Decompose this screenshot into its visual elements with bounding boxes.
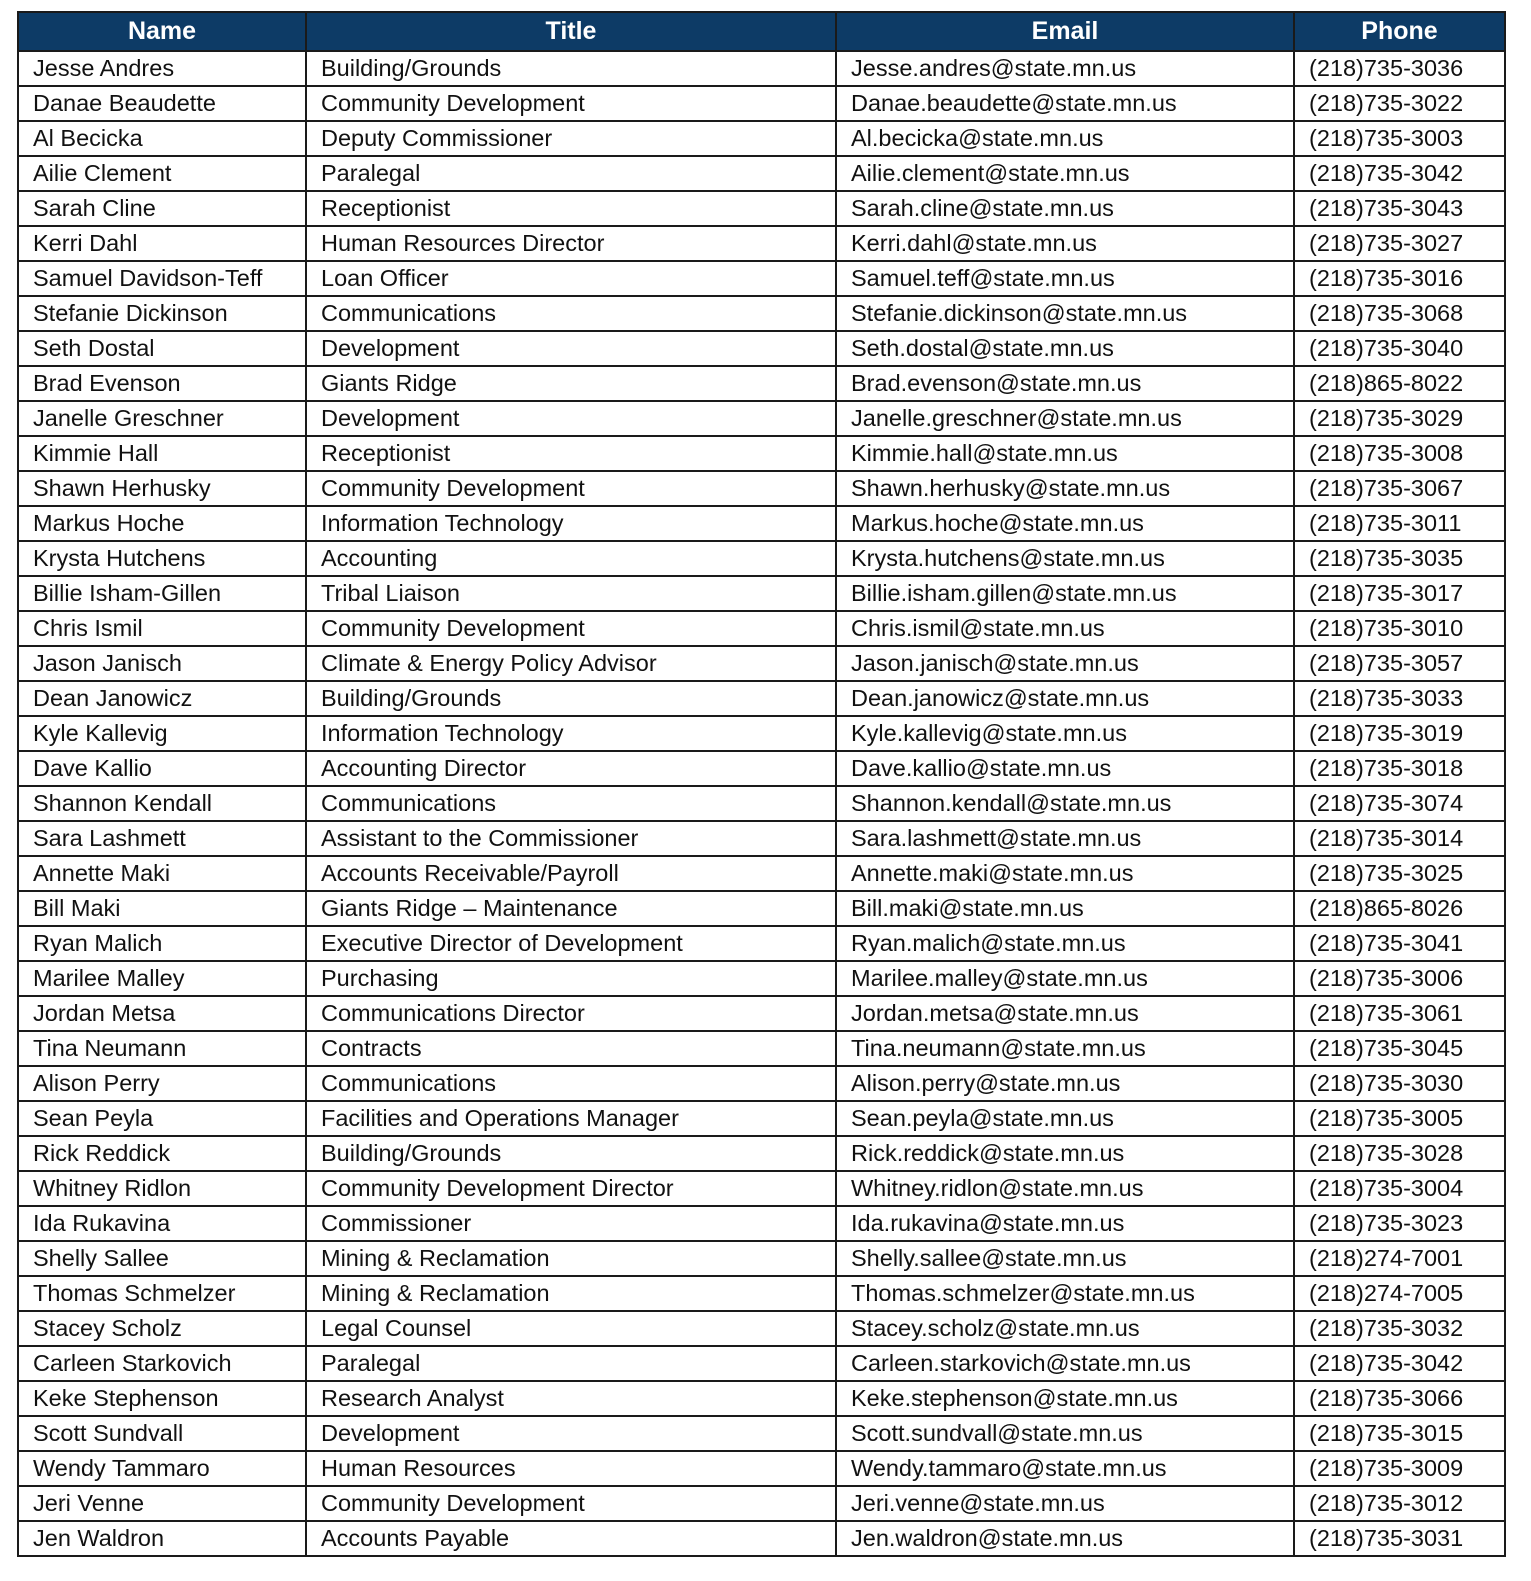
table-row: [18, 786, 1505, 821]
phone-cell: (218)735-3040: [1294, 331, 1505, 366]
email-cell: Shannon.kendall@state.mn.us: [836, 786, 1294, 821]
title-cell: Communications: [306, 296, 836, 331]
email-cell: Jesse.andres@state.mn.us: [836, 51, 1294, 86]
name-cell: Dean Janowicz: [18, 681, 306, 716]
table-row: [18, 611, 1505, 646]
name-cell: Bill Maki: [18, 891, 306, 926]
phone-cell: (218)735-3045: [1294, 1031, 1505, 1066]
phone-cell: (218)735-3017: [1294, 576, 1505, 611]
name-cell: Samuel Davidson-Teff: [18, 261, 306, 296]
name-cell: Seth Dostal: [18, 331, 306, 366]
email-cell: Shelly.sallee@state.mn.us: [836, 1241, 1294, 1276]
title-cell: Paralegal: [306, 156, 836, 191]
phone-cell: (218)274-7005: [1294, 1276, 1505, 1311]
name-cell: Stacey Scholz: [18, 1311, 306, 1346]
phone-cell: (218)735-3004: [1294, 1171, 1505, 1206]
table-row: [18, 1381, 1505, 1416]
name-cell: Stefanie Dickinson: [18, 296, 306, 331]
table-row: [18, 506, 1505, 541]
email-cell: Kerri.dahl@state.mn.us: [836, 226, 1294, 261]
name-cell: Shannon Kendall: [18, 786, 306, 821]
phone-cell: (218)735-3041: [1294, 926, 1505, 961]
name-cell: Carleen Starkovich: [18, 1346, 306, 1381]
title-cell: Community Development Director: [306, 1171, 836, 1206]
table-row: [18, 926, 1505, 961]
phone-cell: (218)735-3011: [1294, 506, 1505, 541]
table-row: [18, 1066, 1505, 1101]
name-cell: Jason Janisch: [18, 646, 306, 681]
title-cell: Legal Counsel: [306, 1311, 836, 1346]
email-cell: Danae.beaudette@state.mn.us: [836, 86, 1294, 121]
phone-cell: (218)735-3032: [1294, 1311, 1505, 1346]
email-cell: Markus.hoche@state.mn.us: [836, 506, 1294, 541]
email-cell: Marilee.malley@state.mn.us: [836, 961, 1294, 996]
table-row: [18, 1311, 1505, 1346]
email-cell: Jason.janisch@state.mn.us: [836, 646, 1294, 681]
name-cell: Krysta Hutchens: [18, 541, 306, 576]
title-cell: Development: [306, 401, 836, 436]
name-cell: Billie Isham-Gillen: [18, 576, 306, 611]
title-cell: Loan Officer: [306, 261, 836, 296]
title-cell: Building/Grounds: [306, 51, 836, 86]
email-cell: Sarah.cline@state.mn.us: [836, 191, 1294, 226]
title-cell: Mining & Reclamation: [306, 1276, 836, 1311]
table-row: [18, 961, 1505, 996]
table-row: [18, 331, 1505, 366]
email-cell: Shawn.herhusky@state.mn.us: [836, 471, 1294, 506]
title-cell: Information Technology: [306, 506, 836, 541]
name-cell: Kimmie Hall: [18, 436, 306, 471]
name-cell: Jen Waldron: [18, 1521, 306, 1556]
email-cell: Brad.evenson@state.mn.us: [836, 366, 1294, 401]
name-cell: Jesse Andres: [18, 51, 306, 86]
header-row: [18, 12, 1505, 51]
title-cell: Climate & Energy Policy Advisor: [306, 646, 836, 681]
email-cell: Whitney.ridlon@state.mn.us: [836, 1171, 1294, 1206]
table-row: [18, 1451, 1505, 1486]
title-cell: Accounts Receivable/Payroll: [306, 856, 836, 891]
phone-cell: (218)735-3003: [1294, 121, 1505, 156]
phone-cell: (218)735-3012: [1294, 1486, 1505, 1521]
phone-cell: (218)735-3008: [1294, 436, 1505, 471]
email-cell: Seth.dostal@state.mn.us: [836, 331, 1294, 366]
table-row: [18, 1346, 1505, 1381]
title-cell: Facilities and Operations Manager: [306, 1101, 836, 1136]
table-row: [18, 121, 1505, 156]
table-row: [18, 471, 1505, 506]
email-cell: Dean.janowicz@state.mn.us: [836, 681, 1294, 716]
phone-cell: (218)274-7001: [1294, 1241, 1505, 1276]
table-row: [18, 1416, 1505, 1451]
title-cell: Accounting: [306, 541, 836, 576]
table-body: [18, 51, 1505, 1556]
email-cell: Bill.maki@state.mn.us: [836, 891, 1294, 926]
email-cell: Ryan.malich@state.mn.us: [836, 926, 1294, 961]
phone-cell: (218)735-3030: [1294, 1066, 1505, 1101]
email-cell: Krysta.hutchens@state.mn.us: [836, 541, 1294, 576]
table-row: [18, 1276, 1505, 1311]
title-cell: Purchasing: [306, 961, 836, 996]
phone-cell: (218)735-3028: [1294, 1136, 1505, 1171]
phone-cell: (218)735-3066: [1294, 1381, 1505, 1416]
email-cell: Stacey.scholz@state.mn.us: [836, 1311, 1294, 1346]
table-row: [18, 401, 1505, 436]
name-cell: Dave Kallio: [18, 751, 306, 786]
table-row: [18, 996, 1505, 1031]
title-cell: Building/Grounds: [306, 681, 836, 716]
title-cell: Human Resources: [306, 1451, 836, 1486]
title-cell: Assistant to the Commissioner: [306, 821, 836, 856]
title-cell: Commissioner: [306, 1206, 836, 1241]
name-cell: Sara Lashmett: [18, 821, 306, 856]
email-cell: Sean.peyla@state.mn.us: [836, 1101, 1294, 1136]
name-cell: Jeri Venne: [18, 1486, 306, 1521]
name-cell: Brad Evenson: [18, 366, 306, 401]
title-cell: Community Development: [306, 1486, 836, 1521]
table-row: [18, 226, 1505, 261]
title-cell: Deputy Commissioner: [306, 121, 836, 156]
title-cell: Giants Ridge – Maintenance: [306, 891, 836, 926]
table-row: [18, 1136, 1505, 1171]
name-cell: Keke Stephenson: [18, 1381, 306, 1416]
title-cell: Building/Grounds: [306, 1136, 836, 1171]
table-row: [18, 751, 1505, 786]
email-cell: Stefanie.dickinson@state.mn.us: [836, 296, 1294, 331]
title-cell: Accounts Payable: [306, 1521, 836, 1556]
phone-cell: (218)735-3029: [1294, 401, 1505, 436]
email-cell: Kimmie.hall@state.mn.us: [836, 436, 1294, 471]
email-cell: Kyle.kallevig@state.mn.us: [836, 716, 1294, 751]
name-cell: Ryan Malich: [18, 926, 306, 961]
name-cell: Danae Beaudette: [18, 86, 306, 121]
title-cell: Giants Ridge: [306, 366, 836, 401]
table-row: [18, 436, 1505, 471]
phone-cell: (218)735-3015: [1294, 1416, 1505, 1451]
phone-cell: (218)735-3010: [1294, 611, 1505, 646]
table-row: [18, 366, 1505, 401]
phone-cell: (218)735-3009: [1294, 1451, 1505, 1486]
table-row: [18, 891, 1505, 926]
email-cell: Al.becicka@state.mn.us: [836, 121, 1294, 156]
title-cell: Development: [306, 331, 836, 366]
title-cell: Tribal Liaison: [306, 576, 836, 611]
table-row: [18, 1171, 1505, 1206]
phone-cell: (218)735-3005: [1294, 1101, 1505, 1136]
title-cell: Mining & Reclamation: [306, 1241, 836, 1276]
table-row: [18, 821, 1505, 856]
name-cell: Marilee Malley: [18, 961, 306, 996]
phone-cell: (218)865-8026: [1294, 891, 1505, 926]
email-cell: Samuel.teff@state.mn.us: [836, 261, 1294, 296]
phone-cell: (218)735-3067: [1294, 471, 1505, 506]
table-row: [18, 576, 1505, 611]
email-cell: Jordan.metsa@state.mn.us: [836, 996, 1294, 1031]
table-row: [18, 716, 1505, 751]
title-cell: Information Technology: [306, 716, 836, 751]
name-cell: Whitney Ridlon: [18, 1171, 306, 1206]
name-cell: Thomas Schmelzer: [18, 1276, 306, 1311]
email-cell: Alison.perry@state.mn.us: [836, 1066, 1294, 1101]
name-cell: Kyle Kallevig: [18, 716, 306, 751]
name-cell: Annette Maki: [18, 856, 306, 891]
phone-cell: (218)735-3006: [1294, 961, 1505, 996]
phone-cell: (218)735-3042: [1294, 1346, 1505, 1381]
name-cell: Janelle Greschner: [18, 401, 306, 436]
table-row: [18, 296, 1505, 331]
table-row: [18, 1101, 1505, 1136]
name-cell: Ailie Clement: [18, 156, 306, 191]
email-cell: Rick.reddick@state.mn.us: [836, 1136, 1294, 1171]
phone-cell: (218)735-3018: [1294, 751, 1505, 786]
table-row: [18, 541, 1505, 576]
name-cell: Chris Ismil: [18, 611, 306, 646]
table-row: [18, 86, 1505, 121]
name-cell: Jordan Metsa: [18, 996, 306, 1031]
name-cell: Markus Hoche: [18, 506, 306, 541]
phone-cell: (218)735-3074: [1294, 786, 1505, 821]
email-cell: Wendy.tammaro@state.mn.us: [836, 1451, 1294, 1486]
email-cell: Carleen.starkovich@state.mn.us: [836, 1346, 1294, 1381]
phone-cell: (218)735-3027: [1294, 226, 1505, 261]
table-row: [18, 1206, 1505, 1241]
phone-cell: (218)735-3025: [1294, 856, 1505, 891]
name-cell: Ida Rukavina: [18, 1206, 306, 1241]
email-cell: Ailie.clement@state.mn.us: [836, 156, 1294, 191]
name-cell: Rick Reddick: [18, 1136, 306, 1171]
table-row: [18, 1241, 1505, 1276]
email-cell: Jeri.venne@state.mn.us: [836, 1486, 1294, 1521]
table-row: [18, 156, 1505, 191]
phone-cell: (218)735-3023: [1294, 1206, 1505, 1241]
name-cell: Shawn Herhusky: [18, 471, 306, 506]
email-cell: Thomas.schmelzer@state.mn.us: [836, 1276, 1294, 1311]
title-cell: Research Analyst: [306, 1381, 836, 1416]
title-cell: Accounting Director: [306, 751, 836, 786]
email-cell: Billie.isham.gillen@state.mn.us: [836, 576, 1294, 611]
table-row: [18, 1521, 1505, 1556]
name-cell: Al Becicka: [18, 121, 306, 156]
title-cell: Development: [306, 1416, 836, 1451]
phone-cell: (218)735-3016: [1294, 261, 1505, 296]
email-cell: Ida.rukavina@state.mn.us: [836, 1206, 1294, 1241]
table-header: [18, 12, 1505, 51]
phone-cell: (218)735-3022: [1294, 86, 1505, 121]
email-cell: Tina.neumann@state.mn.us: [836, 1031, 1294, 1066]
column-header-phone: Phone: [1294, 12, 1505, 51]
phone-cell: (218)735-3042: [1294, 156, 1505, 191]
column-header-email: Email: [836, 12, 1294, 51]
email-cell: Sara.lashmett@state.mn.us: [836, 821, 1294, 856]
email-cell: Keke.stephenson@state.mn.us: [836, 1381, 1294, 1416]
name-cell: Tina Neumann: [18, 1031, 306, 1066]
table-row: [18, 646, 1505, 681]
title-cell: Community Development: [306, 471, 836, 506]
phone-cell: (218)735-3035: [1294, 541, 1505, 576]
name-cell: Kerri Dahl: [18, 226, 306, 261]
staff-directory-table: [17, 11, 1506, 1557]
title-cell: Human Resources Director: [306, 226, 836, 261]
email-cell: Scott.sundvall@state.mn.us: [836, 1416, 1294, 1451]
phone-cell: (218)735-3036: [1294, 51, 1505, 86]
title-cell: Community Development: [306, 611, 836, 646]
phone-cell: (218)735-3033: [1294, 681, 1505, 716]
phone-cell: (218)735-3057: [1294, 646, 1505, 681]
title-cell: Receptionist: [306, 191, 836, 226]
table-row: [18, 681, 1505, 716]
name-cell: Scott Sundvall: [18, 1416, 306, 1451]
email-cell: Dave.kallio@state.mn.us: [836, 751, 1294, 786]
title-cell: Community Development: [306, 86, 836, 121]
phone-cell: (218)865-8022: [1294, 366, 1505, 401]
title-cell: Communications Director: [306, 996, 836, 1031]
name-cell: Wendy Tammaro: [18, 1451, 306, 1486]
title-cell: Communications: [306, 786, 836, 821]
name-cell: Shelly Sallee: [18, 1241, 306, 1276]
column-header-title: Title: [306, 12, 836, 51]
name-cell: Alison Perry: [18, 1066, 306, 1101]
phone-cell: (218)735-3014: [1294, 821, 1505, 856]
phone-cell: (218)735-3019: [1294, 716, 1505, 751]
table-row: [18, 1486, 1505, 1521]
name-cell: Sarah Cline: [18, 191, 306, 226]
column-header-name: Name: [18, 12, 306, 51]
email-cell: Jen.waldron@state.mn.us: [836, 1521, 1294, 1556]
table-row: [18, 51, 1505, 86]
title-cell: Communications: [306, 1066, 836, 1101]
title-cell: Contracts: [306, 1031, 836, 1066]
phone-cell: (218)735-3031: [1294, 1521, 1505, 1556]
table-row: [18, 856, 1505, 891]
email-cell: Chris.ismil@state.mn.us: [836, 611, 1294, 646]
email-cell: Janelle.greschner@state.mn.us: [836, 401, 1294, 436]
phone-cell: (218)735-3061: [1294, 996, 1505, 1031]
title-cell: Receptionist: [306, 436, 836, 471]
name-cell: Sean Peyla: [18, 1101, 306, 1136]
table-row: [18, 261, 1505, 296]
phone-cell: (218)735-3068: [1294, 296, 1505, 331]
phone-cell: (218)735-3043: [1294, 191, 1505, 226]
email-cell: Annette.maki@state.mn.us: [836, 856, 1294, 891]
table-row: [18, 191, 1505, 226]
table-row: [18, 1031, 1505, 1066]
title-cell: Paralegal: [306, 1346, 836, 1381]
title-cell: Executive Director of Development: [306, 926, 836, 961]
